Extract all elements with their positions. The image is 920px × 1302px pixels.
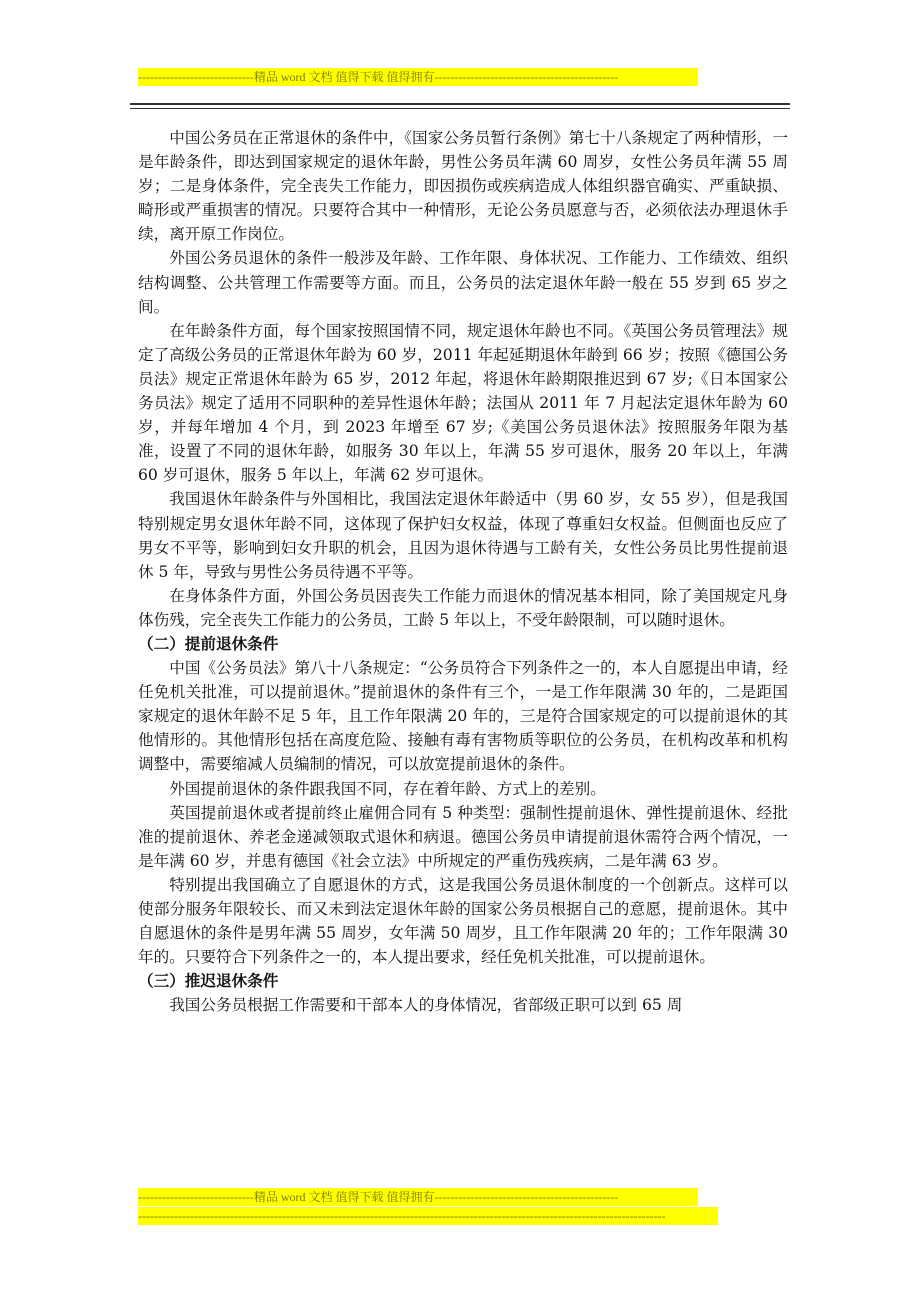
paragraph-1: 中国公务员在正常退休的条件中，《国家公务员暂行条例》第七十八条规定了两种情形，一是年龄条件，即达到国家规定的退休年龄，男性公务员年满 60 周岁，女性公务员年满 55 周岁；二是身体条件，完全丧失工作能力，即因损伤或疾病造成人体组织器官确实、严重缺损、畸形或严重损害的情况。只要符合其中一种情形，无论公务员愿意与否，必须依法办理退休手续，离开原工作岗位。	[138, 129, 788, 244]
section-heading-delayed-retirement: （三）推迟退休条件	[138, 972, 279, 991]
paragraph-6: 中国《公务员法》第八十八条规定：“公务员符合下列条件之一的，本人自愿提出申请，经任免机关批准，可以提前退休。”提前退休的条件有三个，一是工作年限满 30 年的，二是距国家规定的退休年龄不足 5 年，且工作年限满 20 年的，三是符合国家规定的可以提前退休的其他情形的。其他情形包括在高度危险、接触有毒有害物质等职位的公务员，在机构改革和机构调整中，需要缩减人员编制的情况，可以放宽提前退休的条件。	[138, 659, 788, 774]
paragraph-8: 英国提前退休或者提前终止雇佣合同有 5 种类型：强制性提前退休、弹性提前退休、经批准的提前退休、养老金递减领取式退休和病退。德国公务员申请提前退休需符合两个情况，一是年满 60 岁，并患有德国《社会立法》中所规定的严重伤残疾病，二是年满 63 岁。	[138, 803, 788, 870]
paragraph-2: 外国公务员退休的条件一般涉及年龄、工作年限、身体状况、工作能力、工作绩效、组织结构调整、公共管理工作需要等方面。而且，公务员的法定退休年龄一般在 55 岁到 65 岁之间。	[138, 249, 788, 316]
paragraph-5: 在身体条件方面，外国公务员因丧失工作能力而退休的情况基本相同，除了美国规定凡身体伤残，完全丧失工作能力的公务员，工龄 5 年以上，不受年龄限制，可以随时退休。	[138, 586, 788, 629]
paragraph-9: 特别提出我国确立了自愿退休的方式，这是我国公务员退休制度的一个创新点。这样可以使部分服务年限较长、而又未到法定退休年龄的国家公务员根据自己的意愿，提前退休。其中自愿退休的条件是男年满 55 周岁，女年满 50 周岁，且工作年限满 20 年的；工作年限满 30 年的。只要符合下列条件之一的，本人提出要求，经任免机关批准，可以提前退休。	[138, 875, 788, 967]
header-rule-thick	[130, 103, 790, 105]
paragraph-7: 外国提前退休的条件跟我国不同，存在着年龄、方式上的差别。	[169, 779, 606, 798]
footer-dash-line: ------------------------------------------------------------------------------------------------------------------------------------	[138, 1207, 718, 1225]
section-heading-early-retirement: （二）提前退休条件	[138, 634, 279, 653]
paragraph-10: 我国公务员根据工作需要和干部本人的身体情况，省部级正职可以到 65 周	[169, 996, 683, 1015]
header-rule-thin	[130, 108, 790, 109]
document-body	[138, 126, 788, 1017]
paragraph-4: 我国退休年龄条件与外国相比，我国法定退休年龄适中（男 60 岁，女 55 岁），但是我国特别规定男女退休年龄不同，这体现了保护妇女权益，体现了尊重妇女权益。但侧面也反应了男女不平等，影响到妇女升职的机会，且因为退休待遇与工龄有关，女性公务员比男性提前退休 5 年，导致与男性公务员待遇不平等。	[138, 490, 788, 581]
footer-banner: -----------------------------精品 word 文档 值得下载 值得拥有----------------------------------------------	[138, 1188, 698, 1206]
header-banner: -----------------------------精品 word 文档 值得下载 值得拥有----------------------------------------------	[138, 68, 698, 86]
paragraph-3: 在年龄条件方面，每个国家按照国情不同，规定退休年龄也不同。《英国公务员管理法》规定了高级公务员的正常退休年龄为 60 岁，2011 年起延期退休年龄到 66 岁；按照《德国公务员法》规定正常退休年龄为 65 岁，2012 年起，将退休年龄期限推迟到 67 岁;《日本国家公务员法》规定了适用不同职种的差异性退休年龄；法国从 2011 年 7 月起法定退休年龄为 60 岁，并每年增加 4 个月，到 2023 年增至 67 岁;《美国公务员退休法》按照服务年限为基准，设置了不同的退休年龄，如服务 30 年以上，年满 55 岁可退休，服务 20 年以上，年满 60 岁可退休，服务 5 年以上，年满 62 岁可退休。	[138, 321, 788, 485]
